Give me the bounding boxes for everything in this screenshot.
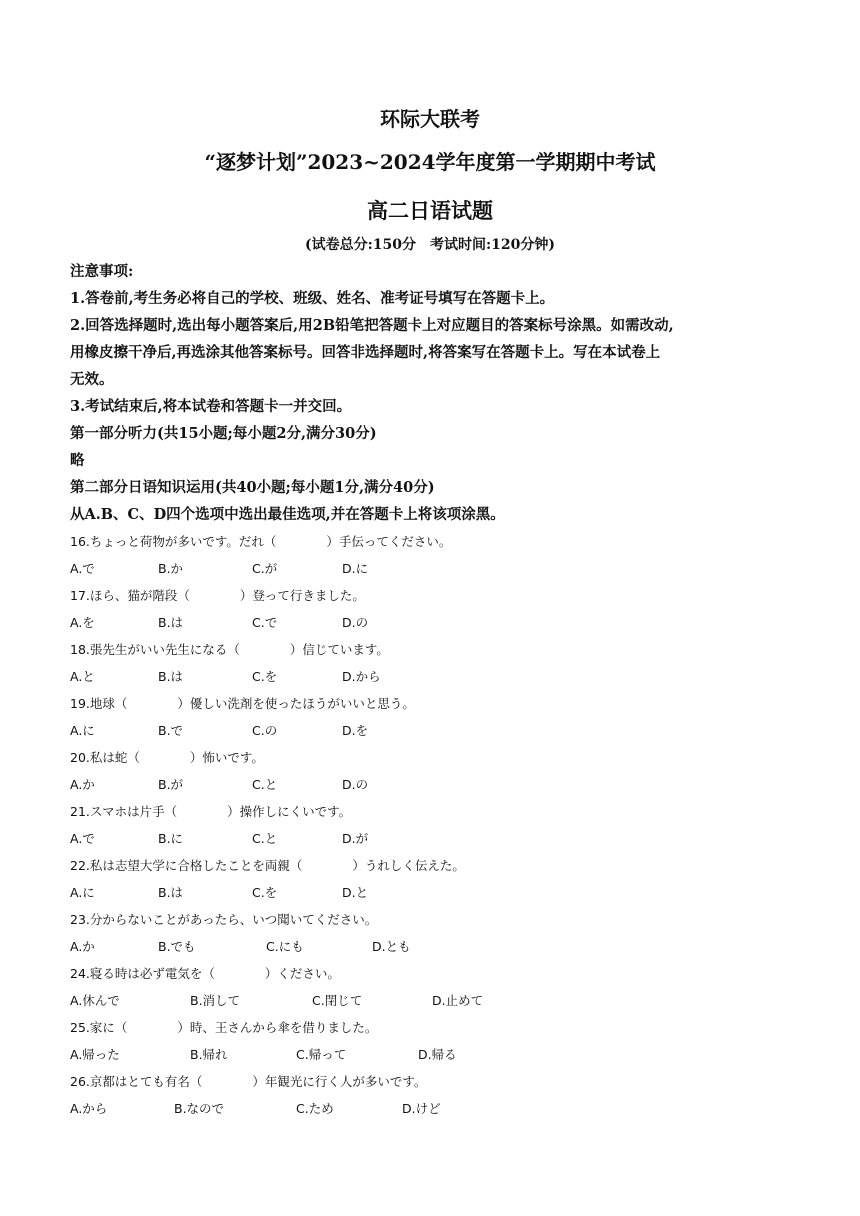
part2-title: 第二部分日语知识运用(共40小题;每小题1分,满分40分) bbox=[70, 479, 435, 496]
question-stem: 16.ちょっと荷物が多いです。だれ（ ）手伝ってください。 bbox=[70, 534, 452, 549]
exam-meta: (试卷总分:150分 考试时间:120分钟) bbox=[304, 237, 556, 253]
option-a: A.と bbox=[70, 669, 95, 684]
option-a: A.から bbox=[70, 1101, 108, 1116]
part2-instruction: 从A.B、C、D四个选项中选出最佳选项,并在答题卡上将该项涂黑。 bbox=[70, 506, 505, 523]
note-line: 1.答卷前,考生务必将自己的学校、班级、姓名、准考证号填写在答题卡上。 bbox=[70, 290, 555, 307]
part1-body: 略 bbox=[70, 452, 85, 469]
option-c: C.を bbox=[252, 669, 278, 684]
question-options bbox=[70, 825, 790, 852]
option-b: B.は bbox=[158, 885, 184, 900]
question-stem: 25.家に（ ）時、王さんから傘を借りました。 bbox=[70, 1020, 378, 1035]
option-d: D.止めて bbox=[432, 993, 484, 1008]
option-b: B.消して bbox=[190, 993, 241, 1008]
question-stem: 19.地球（ ）優しい洗剤を使ったほうがいいと思う。 bbox=[70, 696, 415, 711]
question-options bbox=[70, 879, 790, 906]
option-c: C.閉じて bbox=[312, 993, 363, 1008]
option-a: A.を bbox=[70, 615, 95, 630]
option-a: A.休んで bbox=[70, 993, 120, 1008]
exam-content bbox=[70, 258, 790, 1122]
option-d: D.の bbox=[342, 615, 369, 630]
question-stem: 21.スマホは片手（ ）操作しにくいです。 bbox=[70, 804, 352, 819]
note-line: 2.回答选择题时,选出每小题答案后,用2B铅笔把答题卡上对应题目的答案标号涂黑。如需改动, bbox=[70, 317, 674, 334]
option-d: D.から bbox=[342, 669, 381, 684]
option-d: D.帰る bbox=[418, 1047, 457, 1062]
option-c: C.と bbox=[252, 831, 278, 846]
question-options bbox=[70, 717, 790, 744]
option-d: D.の bbox=[342, 777, 369, 792]
question-list bbox=[70, 528, 790, 1122]
question-options bbox=[70, 1095, 790, 1122]
option-c: C.の bbox=[252, 723, 278, 738]
option-b: B.で bbox=[158, 723, 184, 738]
option-c: C.で bbox=[252, 615, 278, 630]
option-b: B.帰れ bbox=[190, 1047, 228, 1062]
question-stem: 17.ほら、猫が階段（ ）登って行きました。 bbox=[70, 588, 365, 603]
exam-title: “逐梦计划”2023~2024学年度第一学期期中考试 bbox=[204, 150, 656, 174]
note-line: 无效。 bbox=[70, 371, 114, 388]
option-d: D.とも bbox=[372, 939, 411, 954]
question-options bbox=[70, 609, 790, 636]
option-c: C.ため bbox=[296, 1101, 334, 1116]
option-b: B.でも bbox=[158, 939, 196, 954]
question-options bbox=[70, 663, 790, 690]
question-options bbox=[70, 933, 790, 960]
option-a: A.帰った bbox=[70, 1047, 120, 1062]
question-options bbox=[70, 987, 790, 1014]
question-options bbox=[70, 771, 790, 798]
note-line: 用橡皮擦干净后,再选涂其他答案标号。回答非选择题时,将答案写在答题卡上。写在本试卷上 bbox=[70, 344, 661, 361]
option-d: D.と bbox=[342, 885, 369, 900]
option-d: D.を bbox=[342, 723, 369, 738]
subject-title: 高二日语试题 bbox=[367, 198, 493, 223]
option-a: A.で bbox=[70, 831, 95, 846]
option-a: A.に bbox=[70, 723, 95, 738]
question-stem: 22.私は志望大学に合格したことを両親（ ）うれしく伝えた。 bbox=[70, 858, 465, 873]
exam-organizer: 环际大联考 bbox=[380, 107, 480, 131]
note-line: 3.考试结束后,将本试卷和答题卡一并交回。 bbox=[70, 398, 352, 415]
option-b: B.は bbox=[158, 615, 184, 630]
notes-title: 注意事项: bbox=[70, 263, 134, 280]
option-a: A.で bbox=[70, 561, 95, 576]
option-d: D.けど bbox=[402, 1101, 441, 1116]
question-stem: 26.京都はとても有名（ ）年観光に行く人が多いです。 bbox=[70, 1074, 427, 1089]
question-stem: 23.分からないことがあったら、いつ聞いてください。 bbox=[70, 912, 378, 927]
option-a: A.か bbox=[70, 939, 95, 954]
option-b: B.に bbox=[158, 831, 184, 846]
question-options bbox=[70, 555, 790, 582]
option-c: C.が bbox=[252, 561, 278, 576]
question-stem: 20.私は蛇（ ）怖いです。 bbox=[70, 750, 264, 765]
option-a: A.に bbox=[70, 885, 95, 900]
part1-title: 第一部分听力(共15小题;每小题2分,满分30分) bbox=[70, 425, 377, 442]
option-c: C.帰って bbox=[296, 1047, 347, 1062]
option-c: C.と bbox=[252, 777, 278, 792]
question-stem: 18.張先生がいい先生になる（ ）信じています。 bbox=[70, 642, 389, 657]
option-b: B.は bbox=[158, 669, 184, 684]
option-b: B.か bbox=[158, 561, 184, 576]
question-stem: 24.寝る時は必ず電気を（ ）ください。 bbox=[70, 966, 340, 981]
option-d: D.が bbox=[342, 831, 369, 846]
option-d: D.に bbox=[342, 561, 369, 576]
option-b: B.なので bbox=[174, 1101, 225, 1116]
option-c: C.にも bbox=[266, 939, 304, 954]
option-c: C.を bbox=[252, 885, 278, 900]
option-b: B.が bbox=[158, 777, 184, 792]
option-a: A.か bbox=[70, 777, 95, 792]
question-options bbox=[70, 1041, 790, 1068]
